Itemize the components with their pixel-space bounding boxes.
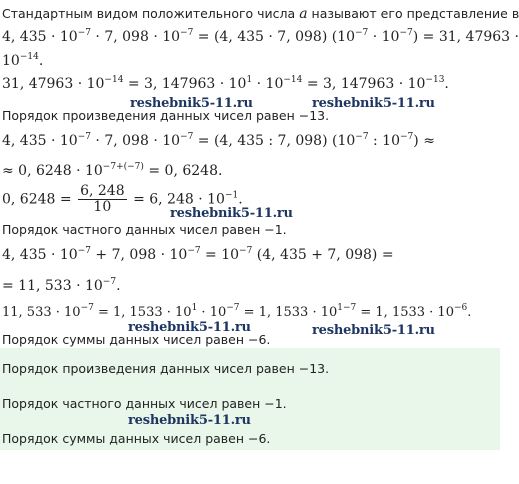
product-term: 4, 435 · 10 [2,29,78,45]
product-term: · 10 [368,29,400,45]
intro-text-after: называют его представление в [311,6,519,21]
exponent: −7 [399,28,413,38]
term: = (4, 435 : 7, 098) (10 [193,133,356,149]
punctuation: . [444,76,449,92]
term: 31, 47963 · 10 [2,76,105,92]
sum-equation-line-3 [2,305,471,320]
exponent: −7 [355,28,369,38]
exponent: −7 [239,246,253,256]
term: = 6, 248 · 10 [133,191,225,208]
term: = 1, 1533 · 10 [239,305,338,320]
exponent: −7 [180,132,194,142]
exponent: −6 [453,303,468,313]
exponent: −7 [80,303,94,313]
watermark: reshebnik5-11.ru [170,206,293,221]
product-term: · 7, 098 · 10 [90,29,181,45]
product-result: ) = 31, 47963 · [412,29,519,45]
punctuation: . [116,278,121,294]
exponent: 1−7 [337,303,357,313]
term: ) ≈ [413,133,435,149]
answer-line-sum: Порядок суммы данных чисел равен −6. [2,431,271,446]
quotient-order-result: Порядок частного данных чисел равен −1. [2,222,287,237]
exponent: −7 [102,277,117,287]
term: = 3, 147963 · 10 [123,76,247,92]
exponent: −14 [19,52,39,62]
sum-order-result: Порядок суммы данных чисел равен −6. [2,332,271,347]
exponent: −7 [77,28,91,38]
answer-line-quotient: Порядок частного данных чисел равен −1. [2,396,287,411]
watermark: reshebnik5-11.ru [312,96,435,111]
term: : 10 [368,133,400,149]
product-equation-line-2 [2,53,43,69]
watermark: reshebnik5-11.ru [128,320,251,335]
exponent: −14 [104,75,124,85]
exponent: −7 [180,28,194,38]
punctuation: . [238,191,243,208]
fraction-denominator: 10 [93,199,112,215]
intro-variable: a [299,6,308,22]
term: · 7, 098 · 10 [90,133,181,149]
exponent: 1 [191,303,198,313]
watermark: reshebnik5-11.ru [128,413,251,428]
term: · 10 [197,305,227,320]
punctuation: . [467,305,472,320]
quotient-equation-line-1 [2,133,435,149]
answer-line-product: Порядок произведения данных чисел равен −13. [2,361,330,376]
intro-line [2,6,519,22]
term: · 10 [252,76,284,92]
exponent: −13 [425,75,445,85]
term: = 11, 533 · 10 [2,278,103,294]
term: = 1, 1533 · 10 [356,305,454,320]
term: 4, 435 · 10 [2,133,78,149]
exponent: −14 [283,75,303,85]
term: = 0, 6248. [143,163,223,179]
watermark: reshebnik5-11.ru [130,96,253,111]
fraction-numerator: 6, 248 [80,183,125,199]
sum-equation-line-2 [2,278,121,294]
punctuation: . [38,53,44,69]
exponent: −7 [400,132,414,142]
term: ≈ 0, 6248 · 10 [2,163,103,179]
product-equation-line-1 [2,29,519,45]
watermark: reshebnik5-11.ru [312,323,435,338]
term: (4, 435 + 7, 098) = [252,247,394,263]
exponent: −7 [187,246,201,256]
exponent: −1 [224,190,239,201]
exponent: −7 [355,132,369,142]
exponent: −7 [77,132,91,142]
term: 4, 435 · 10 [2,247,78,263]
term: = 3, 147963 · 10 [302,76,426,92]
product-term: = (4, 435 · 7, 098) (10 [193,29,356,45]
product-order-result: Порядок произведения данных чисел равен −13. [2,108,330,123]
exponent: 1 [246,75,253,85]
exponent: −7 [77,246,91,256]
fraction [78,184,127,215]
term: 0, 6248 = [2,191,72,208]
term: = 1, 1533 · 10 [93,305,192,320]
intro-text: Стандартным видом положительного числа [2,6,296,21]
exponent: −7+(−7) [102,162,144,172]
exponent: −7 [226,303,240,313]
product-equation-line-3 [2,76,449,92]
term: 11, 533 · 10 [2,305,81,320]
product-term: 10 [2,53,20,69]
term: + 7, 098 · 10 [90,247,188,263]
term: = 10 [200,247,240,263]
quotient-equation-line-2 [2,163,222,179]
sum-equation-line-1 [2,247,394,263]
